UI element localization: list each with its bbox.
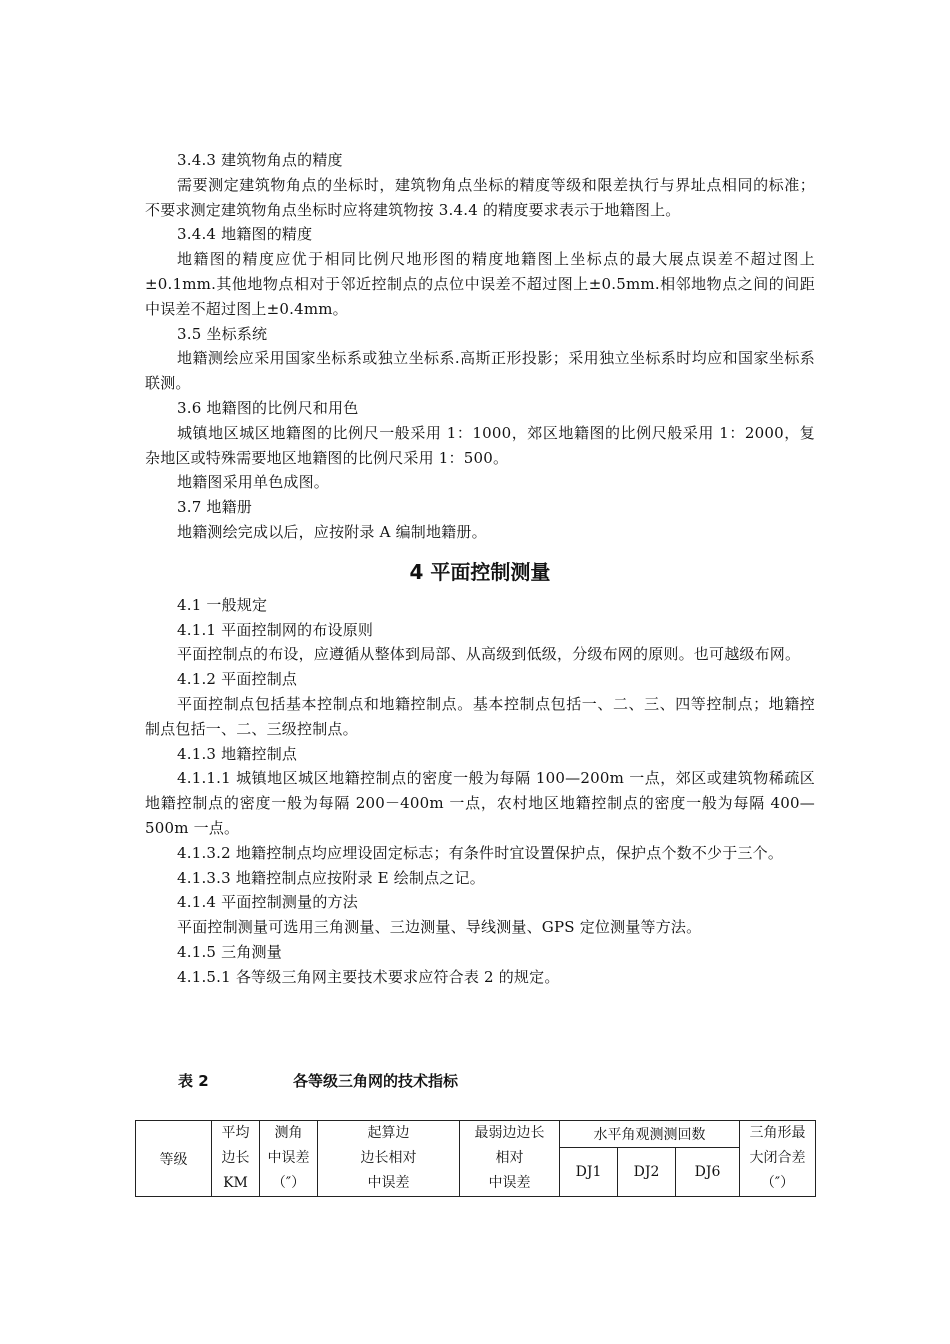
- paragraph: 3.4.3 建筑物角点的精度: [177, 151, 343, 169]
- header-closure: [740, 1121, 816, 1197]
- section-heading: 4 平面控制测量: [409, 559, 551, 584]
- paragraph: 平面控制点包括基本控制点和地籍控制点。基本控制点包括一、二、三、四等控制点；地籍控制点包括一、二、三级控制点。: [145, 694, 815, 738]
- header-grade: 等级: [136, 1121, 212, 1197]
- header-dj2: DJ2: [618, 1147, 676, 1196]
- header-avg-side-line-1: 平均: [221, 1125, 250, 1141]
- header-start-side-line-1: 起算边: [367, 1125, 410, 1141]
- header-weak-side-line-3: 中误差: [488, 1175, 531, 1191]
- paragraph: 4.1 一般规定: [177, 595, 268, 614]
- header-dj6: DJ6: [676, 1147, 740, 1196]
- paragraph: 4.1.4 平面控制测量的方法: [177, 893, 358, 912]
- paragraph: 地籍图的精度应优于相同比例尺地形图的精度地籍图上坐标点的最大展点误差不超过图上±0.1mm.其他地物点相对于邻近控制点的点位中误差不超过图上±0.5mm.相邻地物点之间的间距中误差不超过图上±0.4mm。: [145, 250, 815, 318]
- paragraph: 4.1.3.3 地籍控制点应按附录 E 绘制点之记。: [177, 868, 485, 887]
- table-caption-label: 表 2: [178, 1072, 209, 1090]
- header-start-side-line-2: 边长相对: [360, 1150, 417, 1166]
- paragraph: 3.4.4 地籍图的精度: [177, 225, 313, 244]
- header-closure-line-2: 大闭合差: [749, 1150, 806, 1166]
- header-angle-error-line-3: （″）: [271, 1175, 306, 1191]
- header-closure-line-1: 三角形最: [749, 1125, 806, 1141]
- header-weak-side: [460, 1121, 560, 1197]
- paragraph: 3.5 坐标系统: [177, 324, 268, 343]
- paragraph: 4.1.1.1 城镇地区城区地籍控制点的密度一般为每隔 100—200m 一点，郊区或建筑物稀疏区地籍控制点的密度一般为每隔 200－400m 一点，农村地区地籍控制点的密度一般为每隔 400—500m 一点。: [145, 769, 815, 837]
- header-weak-side-line-1: 最弱边边长: [474, 1125, 545, 1141]
- paragraphs-top: [145, 148, 815, 545]
- header-avg-side-line-2: 边长: [221, 1150, 250, 1166]
- header-weak-side-line-2: 相对: [495, 1150, 524, 1166]
- header-angle-error: [260, 1121, 318, 1197]
- paragraphs-bottom: [145, 593, 815, 990]
- header-angle-error-line-1: 测角: [274, 1125, 303, 1141]
- paragraph: 4.1.3.2 地籍控制点均应埋设固定标志；有条件时宜设置保护点，保护点个数不少于三个。: [177, 843, 784, 862]
- paragraph: 平面控制测量可选用三角测量、三边测量、导线测量、GPS 定位测量等方法。: [177, 918, 702, 937]
- header-closure-line-3: （″）: [760, 1175, 795, 1191]
- paragraph: 4.1.1 平面控制网的布设原则: [177, 620, 374, 639]
- triangulation-spec-table: [135, 1120, 816, 1197]
- paragraph: 4.1.5 三角测量: [177, 942, 282, 961]
- header-start-side-line-3: 中误差: [367, 1175, 410, 1191]
- table-caption-title: 各等级三角网的技术指标: [293, 1072, 459, 1090]
- paragraph: 地籍图采用单色成图。: [177, 473, 330, 492]
- header-avg-side: [212, 1121, 260, 1197]
- paragraph: 地籍测绘应采用国家坐标系或独立坐标系.高斯正形投影；采用独立坐标系时均应和国家坐标系联测。: [145, 349, 815, 393]
- header-horizontal-observation: 水平角观测测回数: [560, 1121, 740, 1148]
- paragraph: 4.1.5.1 各等级三角网主要技术要求应符合表 2 的规定。: [177, 967, 560, 986]
- paragraph: 需要测定建筑物角点的坐标时，建筑物角点坐标的精度等级和限差执行与界址点相同的标准；不要求测定建筑物角点坐标时应将建筑物按 3.4.4 的精度要求表示于地籍图上。: [145, 175, 815, 219]
- header-start-side: [318, 1121, 460, 1197]
- header-dj1: DJ1: [560, 1147, 618, 1196]
- document-body: [145, 148, 815, 990]
- header-angle-error-line-2: 中误差: [267, 1150, 310, 1166]
- paragraph: 4.1.2 平面控制点: [177, 670, 298, 689]
- paragraph: 地籍测绘完成以后，应按附录 A 编制地籍册。: [177, 522, 487, 541]
- table-caption: [178, 1070, 458, 1091]
- paragraph: 3.7 地籍册: [177, 498, 253, 517]
- header-avg-side-line-3: KM: [223, 1175, 248, 1191]
- paragraph: 城镇地区城区地籍图的比例尺一般采用 1：1000，郊区地籍图的比例尺般采用 1：2000，复杂地区或特殊需要地区地籍图的比例尺采用 1：500。: [145, 423, 815, 467]
- paragraph: 平面控制点的布设，应遵循从整体到局部、从高级到低级，分级布网的原则。也可越级布网。: [177, 645, 801, 664]
- paragraph: 3.6 地籍图的比例尺和用色: [177, 398, 359, 417]
- paragraph: 4.1.3 地籍控制点: [177, 744, 298, 763]
